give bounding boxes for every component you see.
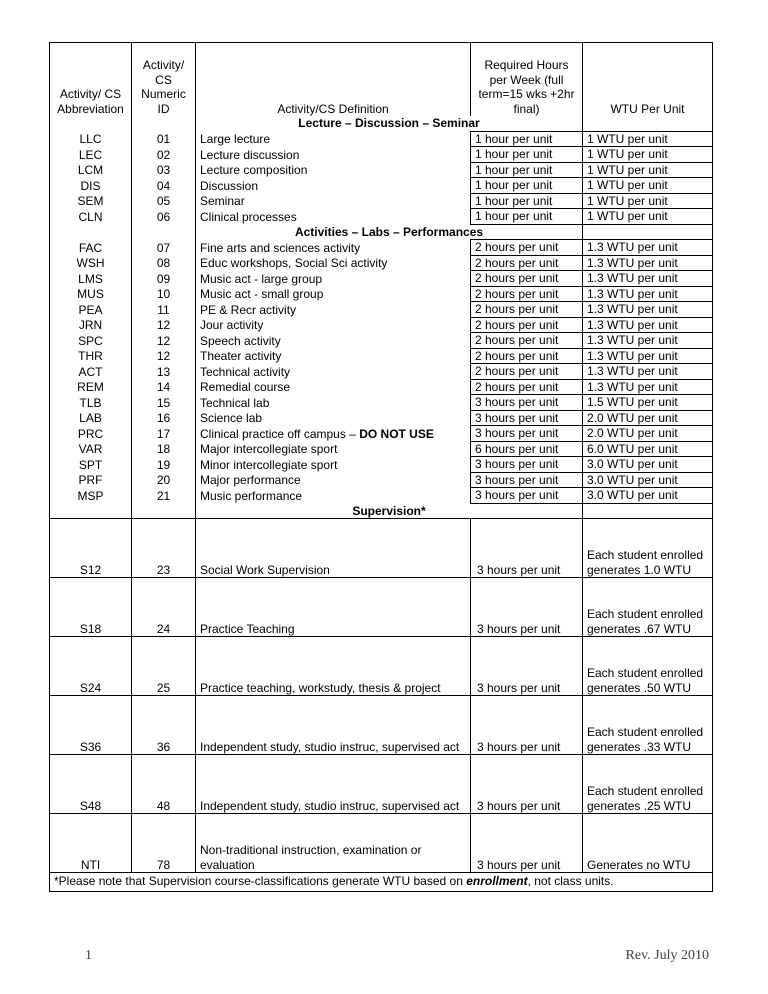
footnote-emphasis: enrollment [466, 874, 528, 888]
header-numeric-id: Activity/ CS Numeric ID [132, 43, 196, 117]
definition-cell [196, 255, 471, 271]
abbreviation-cell: REM [50, 379, 132, 395]
table-row [50, 333, 713, 349]
numeric-id-cell: 16 [132, 410, 196, 426]
wtu-cell: 1.3 WTU per unit [583, 271, 713, 287]
definition-cell: Social Work Supervision [196, 519, 471, 578]
abbreviation-cell: PEA [50, 302, 132, 318]
wtu-cell: Each student enrolled generates .33 WTU [583, 696, 713, 755]
definition-cell: Independent study, studio instruc, supervised act [196, 755, 471, 814]
abbreviation-cell: LEC [50, 147, 132, 163]
section-activities [50, 224, 713, 240]
supervision-row [50, 755, 713, 814]
table-row [50, 441, 713, 457]
table-row [50, 457, 713, 473]
definition-cell [196, 131, 471, 147]
definition-cell [196, 193, 471, 209]
required-hours-cell: 2 hours per unit [471, 240, 583, 256]
abbreviation-cell: NTI [50, 814, 132, 873]
numeric-id-cell: 12 [132, 348, 196, 364]
table-row [50, 193, 713, 209]
definition-text: Clinical practice off campus – [200, 426, 360, 441]
wtu-cell: 3.0 WTU per unit [583, 488, 713, 504]
wtu-cell: 1.5 WTU per unit [583, 395, 713, 411]
numeric-id-cell: 04 [132, 178, 196, 194]
required-hours-cell: 3 hours per unit [471, 488, 583, 504]
section-heading: Activities – Labs – Performances [196, 224, 583, 240]
header-required-hours: Required Hours per Week (full term=15 wks +2hr final) [471, 43, 583, 117]
abbreviation-cell: SEM [50, 193, 132, 209]
abbreviation-cell: LLC [50, 131, 132, 147]
abbreviation-cell: CLN [50, 209, 132, 225]
definition-cell: Practice teaching, workstudy, thesis & project [196, 637, 471, 696]
required-hours-cell: 2 hours per unit [471, 302, 583, 318]
definition-text: Music act - large group [200, 271, 323, 286]
abbreviation-cell: LAB [50, 410, 132, 426]
abbreviation-cell: DIS [50, 178, 132, 194]
footnote-row [50, 873, 713, 892]
numeric-id-cell: 08 [132, 255, 196, 271]
abbreviation-cell: S36 [50, 696, 132, 755]
numeric-id-cell: 11 [132, 302, 196, 318]
required-hours-cell: 3 hours per unit [471, 637, 583, 696]
numeric-id-cell: 17 [132, 426, 196, 442]
wtu-cell: 1.3 WTU per unit [583, 333, 713, 349]
numeric-id-cell: 18 [132, 441, 196, 457]
abbr-cell-empty [50, 503, 132, 519]
wtu-cell: Each student enrolled generates 1.0 WTU [583, 519, 713, 578]
id-cell-empty [132, 224, 196, 240]
definition-cell [196, 410, 471, 426]
table-row [50, 379, 713, 395]
table-row [50, 147, 713, 163]
definition-cell [196, 302, 471, 318]
abbreviation-cell: PRC [50, 426, 132, 442]
wtu-cell: 1.3 WTU per unit [583, 255, 713, 271]
required-hours-cell: 1 hour per unit [471, 209, 583, 225]
wtu-cell-empty [583, 116, 713, 131]
wtu-cell: 1 WTU per unit [583, 193, 713, 209]
numeric-id-cell: 02 [132, 147, 196, 163]
wtu-cell: 3.0 WTU per unit [583, 457, 713, 473]
id-cell-empty [132, 116, 196, 131]
abbr-cell-empty [50, 224, 132, 240]
definition-cell [196, 147, 471, 163]
abbreviation-cell: S48 [50, 755, 132, 814]
wtu-cell: 6.0 WTU per unit [583, 441, 713, 457]
required-hours-cell: 3 hours per unit [471, 457, 583, 473]
numeric-id-cell: 23 [132, 519, 196, 578]
abbreviation-cell: TLB [50, 395, 132, 411]
definition-text: Fine arts and sciences activity [200, 240, 361, 255]
table-row [50, 395, 713, 411]
definition-cell [196, 178, 471, 194]
definition-cell [196, 317, 471, 333]
definition-cell [196, 379, 471, 395]
wtu-cell: 1 WTU per unit [583, 178, 713, 194]
definition-cell [196, 472, 471, 488]
table-row [50, 162, 713, 178]
table-row [50, 131, 713, 147]
definition-text: Minor intercollegiate sport [200, 457, 338, 472]
required-hours-cell: 3 hours per unit [471, 696, 583, 755]
required-hours-cell: 2 hours per unit [471, 348, 583, 364]
definition-cell: Non-traditional instruction, examination or evaluation [196, 814, 471, 873]
definition-text: Discussion [200, 178, 259, 193]
required-hours-cell: 3 hours per unit [471, 472, 583, 488]
numeric-id-cell: 15 [132, 395, 196, 411]
definition-cell [196, 333, 471, 349]
header-abbreviation: Activity/ CS Abbreviation [50, 43, 132, 117]
numeric-id-cell: 03 [132, 162, 196, 178]
header-definition: Activity/CS Definition [196, 43, 471, 117]
wtu-cell: 2.0 WTU per unit [583, 410, 713, 426]
required-hours-cell: 1 hour per unit [471, 147, 583, 163]
required-hours-cell: 1 hour per unit [471, 193, 583, 209]
definition-text: Clinical processes [200, 209, 297, 224]
definition-cell [196, 457, 471, 473]
table-row [50, 178, 713, 194]
wtu-cell-empty [583, 224, 713, 240]
definition-text: Large lecture [200, 132, 271, 146]
required-hours-cell: 3 hours per unit [471, 814, 583, 873]
definition-cell [196, 395, 471, 411]
definition-cell [196, 162, 471, 178]
abbreviation-cell: LMS [50, 271, 132, 287]
page-number: 1 [85, 948, 92, 963]
required-hours-cell: 2 hours per unit [471, 255, 583, 271]
abbr-cell-empty [50, 116, 132, 131]
required-hours-cell: 6 hours per unit [471, 441, 583, 457]
required-hours-cell: 3 hours per unit [471, 426, 583, 442]
numeric-id-cell: 20 [132, 472, 196, 488]
revision-date: Rev. July 2010 [625, 948, 709, 963]
supervision-row [50, 578, 713, 637]
definition-cell [196, 271, 471, 287]
table-row [50, 426, 713, 442]
table-row [50, 410, 713, 426]
table-row [50, 472, 713, 488]
table-header-row [50, 43, 713, 117]
section-heading: Lecture – Discussion – Seminar [196, 116, 583, 131]
table-row [50, 302, 713, 318]
table-row [50, 317, 713, 333]
required-hours-cell: 2 hours per unit [471, 271, 583, 287]
footnote-text-end: , not class units. [527, 874, 614, 888]
numeric-id-cell: 21 [132, 488, 196, 504]
numeric-id-cell: 09 [132, 271, 196, 287]
definition-text: Lecture composition [200, 163, 308, 177]
definition-text: Technical lab [200, 395, 270, 410]
required-hours-cell: 3 hours per unit [471, 755, 583, 814]
supervision-row [50, 696, 713, 755]
definition-text: Music performance [200, 488, 303, 503]
section-lecture [50, 116, 713, 131]
table-row [50, 488, 713, 504]
table-row [50, 348, 713, 364]
required-hours-cell: 3 hours per unit [471, 395, 583, 411]
numeric-id-cell: 24 [132, 578, 196, 637]
wtu-cell: 2.0 WTU per unit [583, 426, 713, 442]
abbreviation-cell: S12 [50, 519, 132, 578]
wtu-cell: 1 WTU per unit [583, 147, 713, 163]
abbreviation-cell: PRF [50, 472, 132, 488]
required-hours-cell: 2 hours per unit [471, 286, 583, 302]
definition-cell [196, 364, 471, 380]
definition-text: Jour activity [200, 318, 264, 332]
abbreviation-cell: S18 [50, 578, 132, 637]
definition-cell [196, 488, 471, 504]
footnote-text: *Please note that Supervision course-classifications generate WTU based on [54, 874, 467, 888]
wtu-cell: 1 WTU per unit [583, 131, 713, 147]
numeric-id-cell: 12 [132, 333, 196, 349]
abbreviation-cell: MUS [50, 286, 132, 302]
header-wtu-per-unit: WTU Per Unit [583, 43, 713, 117]
definition-text: Major intercollegiate sport [200, 442, 338, 456]
wtu-table [49, 42, 713, 892]
definition-cell [196, 240, 471, 256]
wtu-cell: 3.0 WTU per unit [583, 472, 713, 488]
table-row [50, 240, 713, 256]
abbreviation-cell: ACT [50, 364, 132, 380]
required-hours-cell: 2 hours per unit [471, 379, 583, 395]
definition-text: Speech activity [200, 333, 281, 348]
supervision-row [50, 637, 713, 696]
wtu-cell: 1.3 WTU per unit [583, 302, 713, 318]
definition-cell [196, 209, 471, 225]
wtu-cell: Each student enrolled generates .25 WTU [583, 755, 713, 814]
abbreviation-cell: MSP [50, 488, 132, 504]
id-cell-empty [132, 503, 196, 519]
table-row [50, 364, 713, 380]
wtu-cell: 1.3 WTU per unit [583, 240, 713, 256]
wtu-cell: Generates no WTU [583, 814, 713, 873]
required-hours-cell: 2 hours per unit [471, 317, 583, 333]
definition-text: Lecture discussion [200, 147, 300, 162]
numeric-id-cell: 10 [132, 286, 196, 302]
table-row [50, 271, 713, 287]
abbreviation-cell: SPC [50, 333, 132, 349]
numeric-id-cell: 06 [132, 209, 196, 225]
required-hours-cell: 1 hour per unit [471, 178, 583, 194]
numeric-id-cell: 07 [132, 240, 196, 256]
wtu-cell: Each student enrolled generates .50 WTU [583, 637, 713, 696]
footnote [50, 873, 713, 892]
abbreviation-cell: THR [50, 348, 132, 364]
definition-cell [196, 426, 471, 442]
required-hours-cell: 1 hour per unit [471, 131, 583, 147]
required-hours-cell: 2 hours per unit [471, 364, 583, 380]
table-row [50, 209, 713, 225]
abbreviation-cell: SPT [50, 457, 132, 473]
definition-text: Technical activity [200, 364, 291, 379]
section-supervision [50, 503, 713, 519]
definition-cell: Practice Teaching [196, 578, 471, 637]
abbreviation-cell: JRN [50, 317, 132, 333]
wtu-cell: 1.3 WTU per unit [583, 286, 713, 302]
definition-cell: Independent study, studio instruc, supervised act [196, 696, 471, 755]
definition-text: Music act - small group [200, 287, 324, 301]
numeric-id-cell: 14 [132, 379, 196, 395]
numeric-id-cell: 13 [132, 364, 196, 380]
abbreviation-cell: VAR [50, 441, 132, 457]
supervision-row [50, 519, 713, 578]
numeric-id-cell: 01 [132, 131, 196, 147]
required-hours-cell: 1 hour per unit [471, 162, 583, 178]
numeric-id-cell: 19 [132, 457, 196, 473]
numeric-id-cell: 25 [132, 637, 196, 696]
definition-text: Major performance [200, 473, 301, 487]
supervision-row [50, 814, 713, 873]
definition-text: PE & Recr activity [200, 302, 297, 317]
abbreviation-cell: FAC [50, 240, 132, 256]
section-heading: Supervision* [196, 503, 583, 519]
required-hours-cell: 3 hours per unit [471, 519, 583, 578]
wtu-cell: 1.3 WTU per unit [583, 317, 713, 333]
required-hours-cell: 3 hours per unit [471, 410, 583, 426]
required-hours-cell: 2 hours per unit [471, 333, 583, 349]
abbreviation-cell: WSH [50, 255, 132, 271]
wtu-cell-empty [583, 503, 713, 519]
definition-text: Theater activity [200, 349, 282, 363]
wtu-cell: Each student enrolled generates .67 WTU [583, 578, 713, 637]
wtu-cell: 1 WTU per unit [583, 162, 713, 178]
definition-text: Educ workshops, Social Sci activity [200, 256, 388, 270]
table-row [50, 255, 713, 271]
table-row [50, 286, 713, 302]
definition-text: Remedial course [200, 380, 291, 394]
definition-text: Science lab [200, 411, 263, 425]
numeric-id-cell: 12 [132, 317, 196, 333]
numeric-id-cell: 36 [132, 696, 196, 755]
numeric-id-cell: 48 [132, 755, 196, 814]
abbreviation-cell: LCM [50, 162, 132, 178]
wtu-cell: 1.3 WTU per unit [583, 364, 713, 380]
required-hours-cell: 3 hours per unit [471, 578, 583, 637]
definition-cell [196, 441, 471, 457]
definition-text: Seminar [200, 194, 245, 208]
wtu-cell: 1.3 WTU per unit [583, 348, 713, 364]
numeric-id-cell: 78 [132, 814, 196, 873]
definition-warning: DO NOT USE [359, 426, 434, 441]
numeric-id-cell: 05 [132, 193, 196, 209]
definition-cell [196, 286, 471, 302]
wtu-cell: 1 WTU per unit [583, 209, 713, 225]
definition-cell [196, 348, 471, 364]
abbreviation-cell: S24 [50, 637, 132, 696]
wtu-cell: 1.3 WTU per unit [583, 379, 713, 395]
